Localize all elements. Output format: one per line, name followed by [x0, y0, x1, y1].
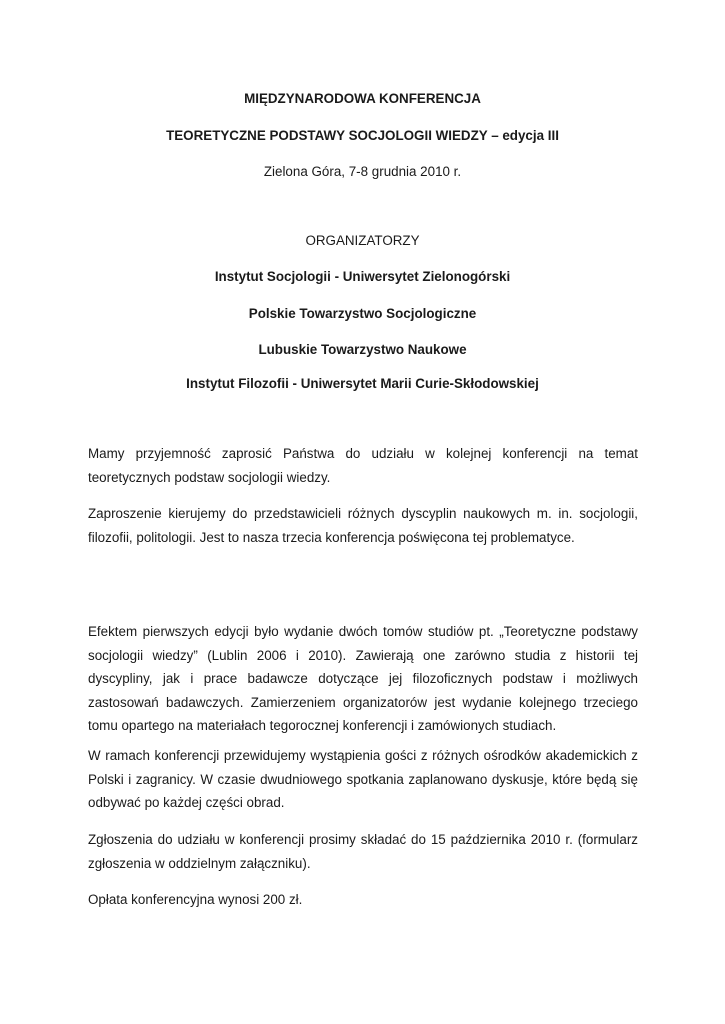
place-date: Zielona Góra, 7-8 grudnia 2010 r.: [263, 164, 462, 179]
body-paragraph: Mamy przyjemność zaprosić Państwa do udziału w kolejnej konferencji na temat teoretycznych podstaw socjologii wiedzy.: [88, 446, 638, 485]
body-paragraph: Opłata konferencyjna wynosi 200 zł.: [88, 892, 303, 907]
body-paragraph: Zgłoszenia do udziału w konferencji prosimy składać do 15 października 2010 r. (formularz zgłoszenia w oddzielnym załączniku).: [88, 832, 638, 871]
organizer-item: Instytut Socjologii - Uniwersytet Zielonogórski: [214, 269, 511, 284]
body-paragraph: Zaproszenie kierujemy do przedstawicieli różnych dyscyplin naukowych m. in. socjologii, filozofii, politologii. Jest to nasza trzecia konferencja poświęcona tej problematyce.: [88, 506, 638, 545]
conference-type-heading: MIĘDZYNARODOWA KONFERENCJA: [244, 91, 481, 106]
organizer-item: Instytut Filozofii - Uniwersytet Marii Curie-Skłodowskiej: [186, 376, 539, 391]
conference-title: TEORETYCZNE PODSTAWY SOCJOLOGII WIEDZY – edycja III: [166, 128, 559, 143]
organizer-item: Polskie Towarzystwo Socjologiczne: [248, 306, 477, 321]
body-paragraph: Efektem pierwszych edycji było wydanie dwóch tomów studiów pt. „Teoretyczne podstawy socjologii wiedzy” (Lublin 2006 i 2010). Zawierają one zarówno studia z historii tej dyscypliny, jak i prace badawcze dotyczące jej filozoficznych podstaw i możliwych zastosowań badawczych. Zamierzeniem organizatorów jest wydanie kolejnego trzeciego tomu opartego na materiałach tegorocznej konferencji i zamówionych studiach.: [88, 624, 638, 733]
body-paragraph: W ramach konferencji przewidujemy wystąpienia gości z różnych ośrodków akademickich z Polski i zagranicy. W czasie dwudniowego spotkania zaplanowano dyskusje, które będą się odbywać po każdej części obrad.: [88, 748, 638, 810]
organizers-heading: ORGANIZATORZY: [305, 233, 420, 248]
organizer-item: Lubuskie Towarzystwo Naukowe: [258, 342, 467, 357]
